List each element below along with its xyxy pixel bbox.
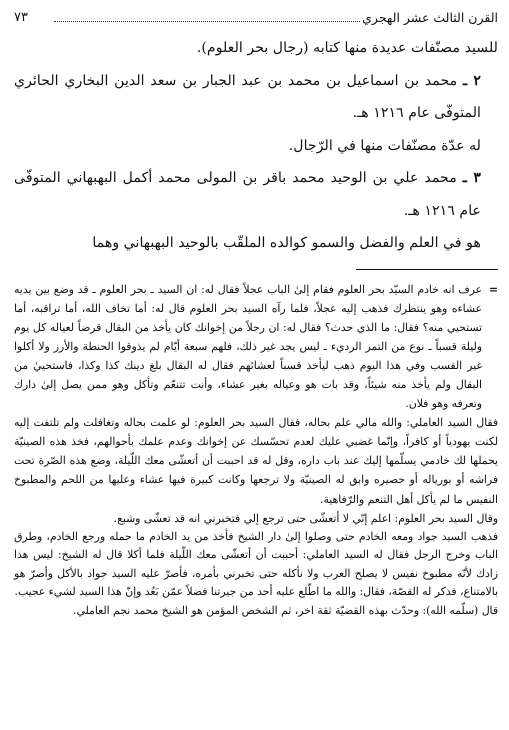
footnote-paragraph-2: فقال السيد العاملي: والله مالي علم بحاله، فقال السيد بحر العلوم: لو علمت بحاله وتغافلت ولم تلتفت إليه لكنت يهودياً أو كافراً، وإنّما غضبي عليك لعدم تحسّسك عن إخوانك وعدم علمك بأحوالهم، فخذ هذه الصينيّة يحملها لك خادمي يسلّمها إليك عند باب داره، وقل له قد احببت أن أتعشّى معك اللّيلة، وضع هذه الصّرة تحت فراشه أو بورياله أو حصيره وابق له الصينيّة ولا ترجعها وكانت كبيرة فيها عشاء وعليها من اللحم والمطبوخ النفيس ما لم يأكل أهل التنعم والرّفاهية.: [14, 416, 498, 506]
running-head-title: القرن الثالث عشر الهجري: [362, 10, 498, 25]
book-page: [14, 6, 498, 724]
entry-3-description: هو في العلم والفضل والسمو كوالده الملقّب بالوحيد البهبهاني وهما: [92, 235, 481, 251]
footnote-paragraph-1: [14, 280, 498, 414]
footnotes: [14, 280, 498, 621]
main-text: [14, 32, 498, 260]
entry-2: [14, 65, 498, 130]
main-line-1: للسيد مصنّفات عديدة منها كتابه (رجال بحر العلوم).: [196, 40, 498, 56]
entry-3: [14, 162, 498, 227]
entry-2-number: ٢ ـ: [463, 72, 481, 89]
entry-3-number: ٣ ـ: [462, 170, 481, 186]
leader-dots: [54, 21, 360, 22]
entry-2-description: له عدّة مصنّفات منها في الرّجال.: [288, 137, 481, 154]
page-number: ٧٣: [14, 10, 28, 25]
footnote-paragraph-1-text: عرف انه خادم السيّد بحر العلوم فقام إلىٰ الباب عجلاً فقال له: ان السيد ـ بحر العلوم ـ قد وضع بين يديه عشاءه وهو ينتظرك فذهب إليه عجلاً، فلما رآه السيد بحر العلوم قال له: أما تخاف الله، أما تراقبه، أما تستحيي منه؟ فقال: ما الذي حدث؟ فقال له: ان رجلاً من إخوانك كان يأخذ من البقال قرضاً لعياله كل يوم وليلة قسباً ـ نوع من التمر الرديء ـ ليس يجد غير ذلك، فلهم سبعة أيّام لم يذوقوا الحنطة والأرز ولا أكلوا غير القسب وفي هذا اليوم ذهب ليأخذ قسباً لعشائهم فقال له البقال بلغ دينك كذا وكذا، فاستحييٰ من البقال ولم يأخذ منه شيئاً، وقد بات هو وعياله بغير عشاء، وأنت تتنعّم وتأكل وهو ممن يصل إلىٰ دارك وتعرفه وهو فلان.: [14, 282, 482, 411]
entry-2-name: محمد بن اسماعيل بن محمد بن عبد الجبار بن سعد الدين البخاري الحائري المتوفّى عام ١٢١٦ هـ.: [14, 72, 481, 121]
running-head: [14, 6, 498, 30]
footnote-paragraph-4: فذهب السيد جواد ومعه الخادم حتى وصلوا إلىٰ دار الشيخ فأخذ من يد الخادم ما حمله ورجع الخادم، وطرق الباب وخرج الرجل فقال له السيد العاملي: أحببت أن أتعشّى معك اللّيلة فلما أكلا قال له الشيخ: ليس هذا زادك لأنّه مطبوخ نفيس لا يصلح العرب ولا نأكله حتى تخبرني بأمره، فأصرّ عليه السيد جواد بالأكل وأصرّ هو بالامتناع، فذكر له القصّة، فقال: والله ما اطّلع عليه أحد من جيرتنا فضلاً عمّن بَعُد وإنّ هذا السيد لشيء عجيب.: [14, 529, 498, 598]
footnote-paragraph-5: قال (سلّمه الله): وحدّث بهذه القضيّة ثقة اخر، ثم الشخص المؤمن هو الشيخ محمد نجم العاملي.: [73, 604, 498, 618]
footnote-separator: [356, 269, 498, 270]
entry-3-name: محمد علي بن الوحيد محمد باقر بن المولى محمد أكمل البهبهاني المتوفّى عام ١٢١٦ هـ.: [14, 170, 481, 219]
continuation-mark: =: [488, 282, 498, 296]
footnote-paragraph-3: وقال السيد بحر العلوم: اعلم إنّي لا أتعشّى حتى ترجع إلي فتخبرني انه قد تعشّى وشبع.: [113, 511, 498, 525]
